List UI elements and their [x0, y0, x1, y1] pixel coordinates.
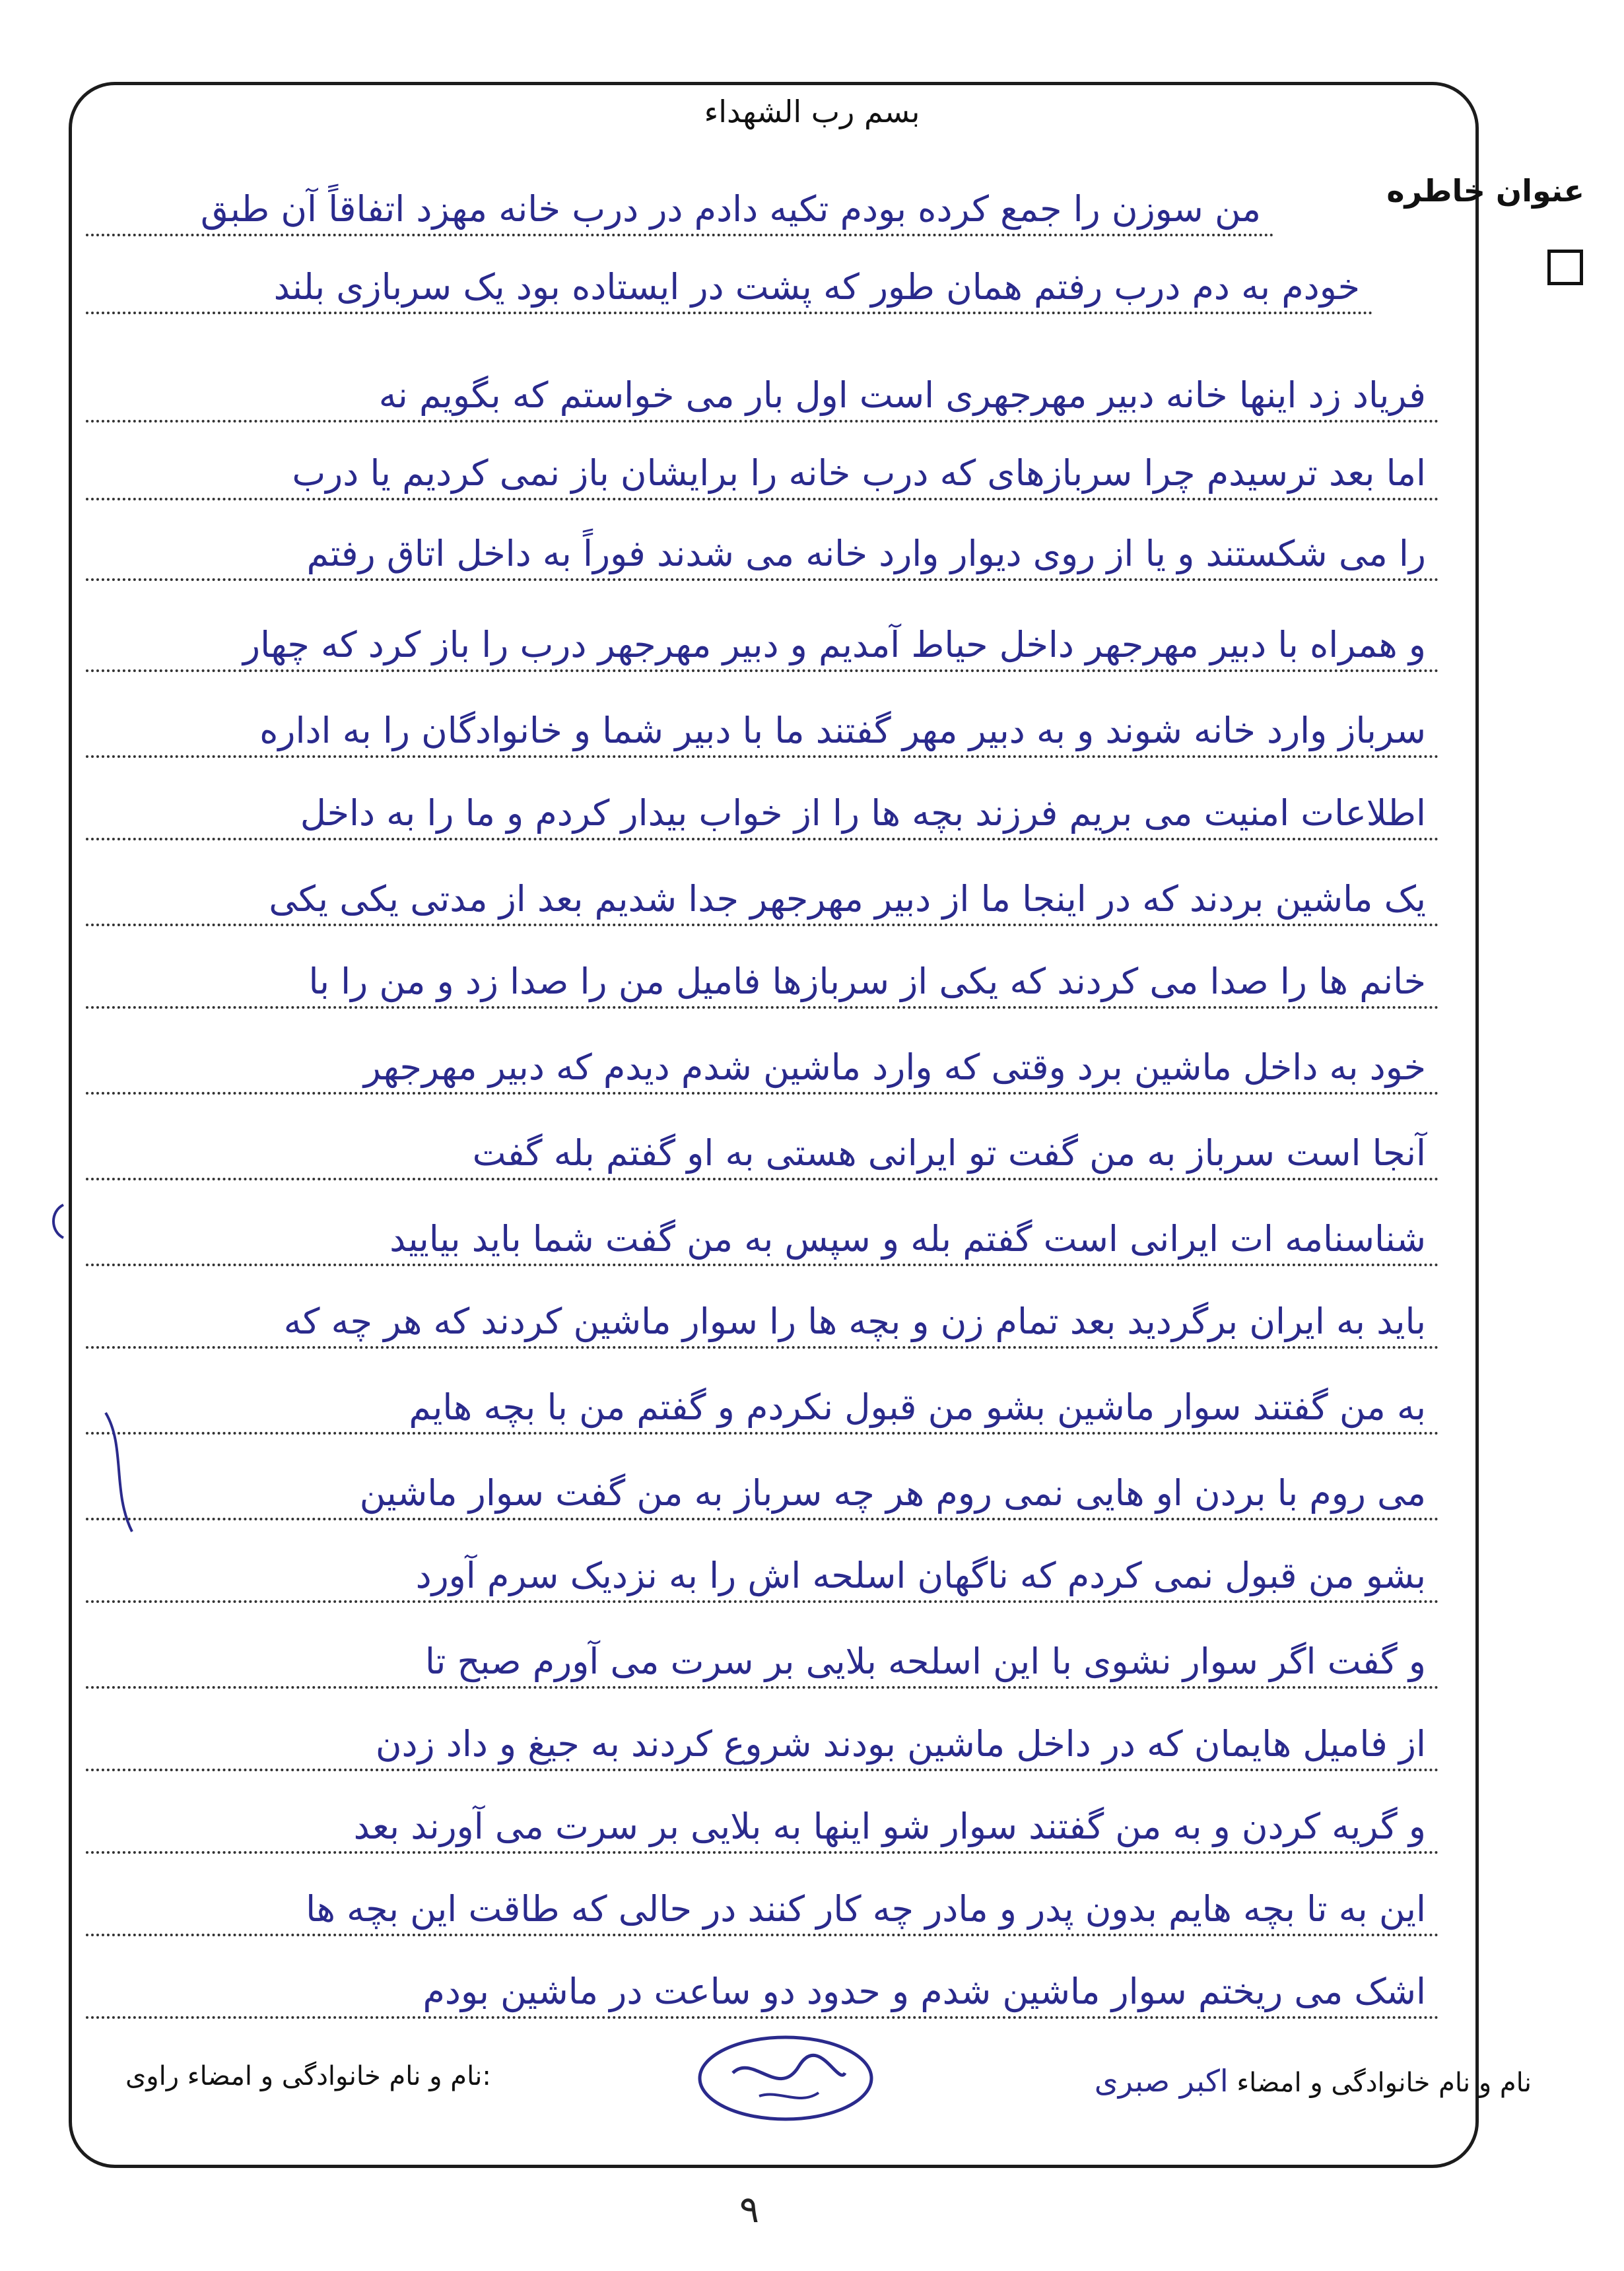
body-line [86, 1271, 1439, 1349]
body-line [86, 1693, 1439, 1771]
handwritten-text: بشو من قبول نمی کردم که ناگهان اسلحه اش را به نزدیک سرم آورد [415, 1555, 1426, 1596]
page-number: ۹ [739, 2188, 760, 2231]
handwritten-text: یک ماشین بردند که در اینجا ما از دبیر مهرجهر جدا شدیم بعد از مدتی یکی یکی [269, 878, 1426, 920]
handwritten-text: و گفت اگر سوار نشوی با این اسلحه بلایی بر سرت می آورم صبح تا [424, 1641, 1426, 1682]
handwritten-text: را می شکستند و یا از روی دیوار وارد خانه می شدند فوراً به داخل اتاق رفتم [306, 533, 1426, 574]
body-line [86, 848, 1439, 926]
handwritten-text: اطلاعات امنیت می بریم فرزند بچه ها را از خواب بیدار کردم و ما را به داخل [300, 792, 1426, 834]
handwritten-text: خودم به دم درب رفتم همان طور که پشت در ایستاده بود یک سربازی بلند [273, 266, 1360, 308]
body-line [86, 1357, 1439, 1435]
page-header: بسم رب الشهداء [704, 94, 920, 129]
body-line [86, 345, 1439, 423]
writer-signature-label: نام و نام خانوادگی و امضاء [1236, 2068, 1532, 2098]
handwritten-text: آنجا است سرباز به من گفت تو ایرانی هستی به او گفتم بله گفت [472, 1132, 1426, 1174]
body-line [86, 158, 1274, 236]
handwritten-body [86, 0, 1439, 2271]
handwritten-text: این به تا بچه هایم بدون پدر و مادر چه کار کنند در حالی که طاقت این بچه ها [306, 1888, 1426, 1930]
handwritten-text: شناسنامه ات ایرانی است گفتم بله و سپس به من گفت شما باید بیایید [389, 1218, 1426, 1260]
signature-stamp [687, 2027, 885, 2132]
memory-title-label: عنوان خاطره [1386, 173, 1584, 209]
writer-name: اکبر صبری [1094, 2063, 1229, 2099]
handwritten-text: اشک می ریختم سوار ماشین شدم و حدود دو ساعت در ماشین بودم [423, 1971, 1426, 2012]
margin-mark [44, 1202, 70, 1241]
body-line [86, 1858, 1439, 1936]
body-line [86, 503, 1439, 581]
handwritten-text: باید به ایران برگردید بعد تمام زن و بچه ها را سوار ماشین کردند که هر چه که [283, 1301, 1426, 1342]
body-line [86, 594, 1439, 672]
handwritten-text: خانم ها را صدا می کردند که یکی از سربازها فامیل من را صدا زد و من را با [308, 961, 1426, 1002]
form-checkbox[interactable] [1547, 250, 1583, 285]
narrator-signature-label: نام و نام خانوادگی و امضاء راوی: [125, 2061, 491, 2091]
body-line [86, 1188, 1439, 1266]
handwritten-text: خود به داخل ماشین برد وقتی که وارد ماشین شدم دیدم که دبیر مهرجهر [363, 1046, 1426, 1088]
handwritten-text: سرباز وارد خانه شوند و به دبیر مهر گفتند ما با دبیر شما و خانوادگان را به اداره [259, 710, 1426, 751]
body-line [86, 423, 1439, 500]
body-line [86, 931, 1439, 1009]
body-line [86, 1102, 1439, 1180]
handwritten-text: به من گفتند سوار ماشین بشو من قبول نکردم و گفتم من با بچه هایم [409, 1386, 1426, 1428]
writer-signature-row [1095, 2063, 1532, 2099]
body-line [86, 236, 1373, 314]
handwritten-text: و همراه با دبیر مهرجهر داخل حیاط آمدیم و دبیر مهرجهر درب را باز کرد که چهار [243, 624, 1426, 665]
body-line [86, 763, 1439, 840]
body-line [86, 1525, 1439, 1603]
handwritten-text: و گریه کردن و به من گفتند سوار شو اینها به بلایی بر سرت می آورند بعد [353, 1806, 1426, 1847]
body-line [86, 1442, 1439, 1520]
handwritten-text: من سوزن را جمع کرده بودم تکیه دادم در درب خانه مهزد اتفاقاً آن طبق [200, 188, 1261, 230]
margin-mark [99, 1406, 139, 1538]
handwritten-text: می روم با بردن او هایی نمی روم هر چه سرباز به من گفت سوار ماشین [359, 1472, 1426, 1514]
body-line [86, 1941, 1439, 2019]
handwritten-text: فریاد زد اینها خانه دبیر مهرجهری است اول بار می خواستم که بگویم نه [378, 374, 1426, 416]
handwritten-text: اما بعد ترسیدم چرا سربازهای که درب خانه را برایشان باز نمی کردیم یا درب [292, 452, 1426, 494]
body-line [86, 1017, 1439, 1095]
handwritten-text: از فامیل هایمان که در داخل ماشین بودند شروع کردند به جیغ و داد زدن [375, 1723, 1426, 1765]
body-line [86, 1776, 1439, 1854]
body-line [86, 1611, 1439, 1689]
body-line [86, 680, 1439, 758]
